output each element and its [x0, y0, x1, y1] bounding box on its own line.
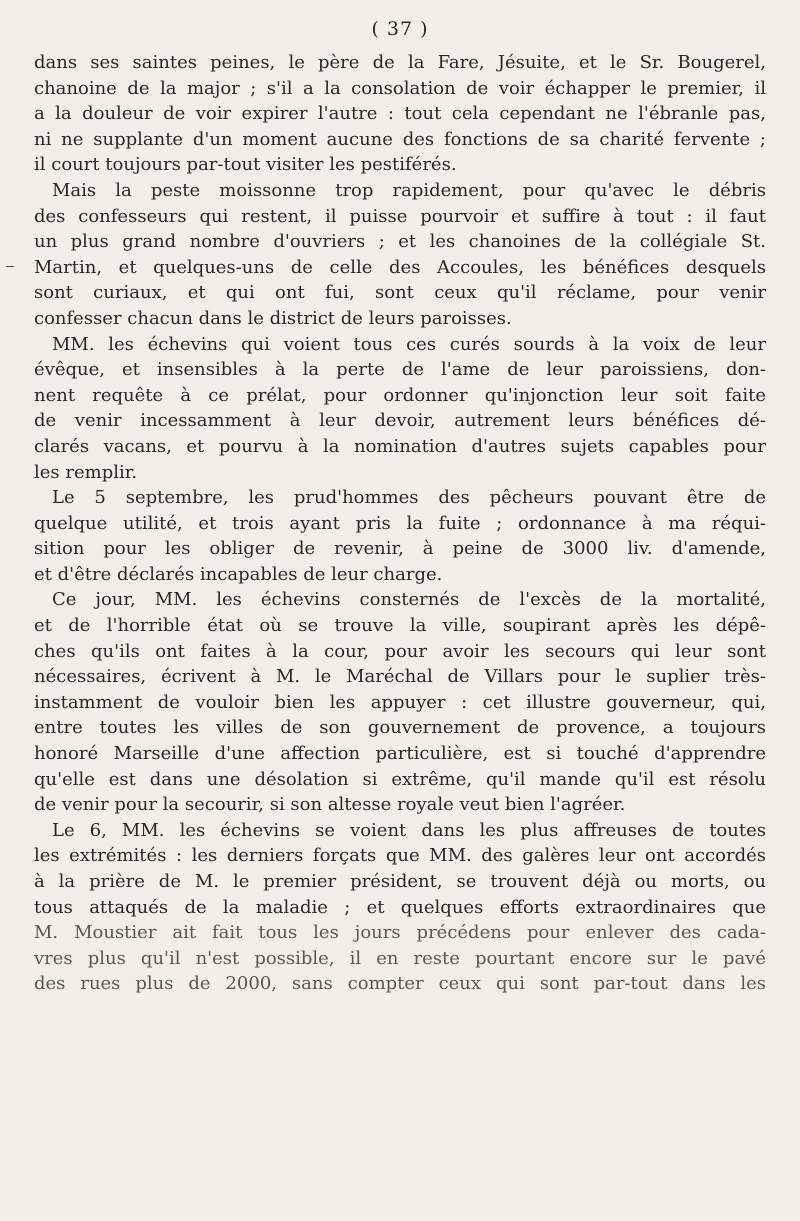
text-line: nent requête à ce prélat, pour ordonner qu'injonction leur soit faite	[34, 384, 766, 406]
page-number: ( 37 )	[371, 18, 429, 40]
text-line: Martin, et quelques-uns de celle des Accoules, les bénéfices desquels	[34, 256, 766, 278]
margin-mark	[6, 266, 14, 267]
text-line: sition pour les obliger de revenir, à peine de 3000 liv. d'amende,	[34, 538, 766, 560]
text-line: tous attaqués de la maladie ; et quelques efforts extraordinaires que	[34, 896, 766, 918]
text-line: Mais la peste moissonne trop rapidement, pour qu'avec le débris	[52, 179, 766, 201]
text-line: les remplir.	[34, 461, 138, 483]
text-line: ches qu'ils ont faites à la cour, pour avoir les secours qui leur sont	[34, 640, 766, 662]
text-line: dans ses saintes peines, le père de la Fare, Jésuite, et le Sr. Bougerel,	[34, 52, 766, 73]
text-line: des rues plus de 2000, sans compter ceux qui sont par-tout dans les	[34, 973, 766, 995]
text-line: clarés vacans, et pourvu à la nomination d'autres sujets capables pour	[34, 435, 766, 457]
text-line: et d'être déclarés incapables de leur charge.	[34, 563, 443, 585]
text-line: évêque, et insensibles à la perte de l'ame de leur paroissiens, don-	[34, 359, 766, 381]
text-line: instamment de vouloir bien les appuyer : cet illustre gouverneur, qui,	[34, 691, 766, 713]
text-line: entre toutes les villes de son gouvernement de provence, a toujours	[34, 717, 766, 739]
text-line: Le 6, MM. les échevins se voient dans les plus affreuses de toutes	[52, 819, 766, 841]
text-line: des confesseurs qui restent, il puisse pourvoir et suffire à tout : il faut	[34, 205, 766, 227]
text-line: et de l'horrible état où se trouve la ville, soupirant après les dépê-	[34, 615, 766, 637]
text-line: ni ne supplante d'un moment aucune des fonctions de sa charité fervente ;	[34, 128, 766, 150]
body-text	[34, 50, 766, 997]
text-line: MM. les échevins qui voient tous ces curés sourds à la voix de leur	[52, 333, 766, 355]
text-line: chanoine de la major ; s'il a la consolation de voir échapper le premier, il	[34, 77, 766, 99]
text-line: les extrémités : les derniers forçats que MM. des galères leur ont accordés	[34, 845, 766, 867]
text-line: nécessaires, écrivent à M. le Maréchal de Villars pour le suplier très-	[34, 666, 766, 688]
text-line: confesser chacun dans le district de leurs paroisses.	[34, 307, 512, 329]
text-line: un plus grand nombre d'ouvriers ; et les chanoines de la collégiale St.	[34, 231, 766, 253]
text-line: Ce jour, MM. les échevins consternés de l'excès de la mortalité,	[52, 589, 766, 611]
text-line: M. Moustier ait fait tous les jours précédens pour enlever des cada-	[34, 922, 766, 944]
text-line: il court toujours par-tout visiter les pestiférés.	[34, 154, 457, 176]
text-line: vres plus qu'il n'est possible, il en reste pourtant encore sur le pavé	[34, 947, 766, 969]
text-line: qu'elle est dans une désolation si extrême, qu'il mande qu'il est résolu	[34, 768, 766, 790]
text-line: quelque utilité, et trois ayant pris la fuite ; ordonnance à ma réqui-	[34, 512, 766, 534]
text-line: sont curiaux, et qui ont fui, sont ceux qu'il réclame, pour venir	[34, 282, 766, 304]
text-line: a la douleur de voir expirer l'autre : tout cela cependant ne l'ébranle pas,	[34, 103, 766, 125]
text-line: de venir incessamment à leur devoir, autrement leurs bénéfices dé-	[34, 410, 766, 432]
text-line: à la prière de M. le premier président, se trouvent déjà ou morts, ou	[34, 871, 766, 892]
text-line: Le 5 septembre, les prud'hommes des pêcheurs pouvant être de	[52, 487, 766, 509]
text-line: honoré Marseille d'une affection particulière, est si touché d'apprendre	[34, 743, 766, 765]
text-line: de venir pour la secourir, si son altesse royale veut bien l'agréer.	[34, 794, 626, 816]
